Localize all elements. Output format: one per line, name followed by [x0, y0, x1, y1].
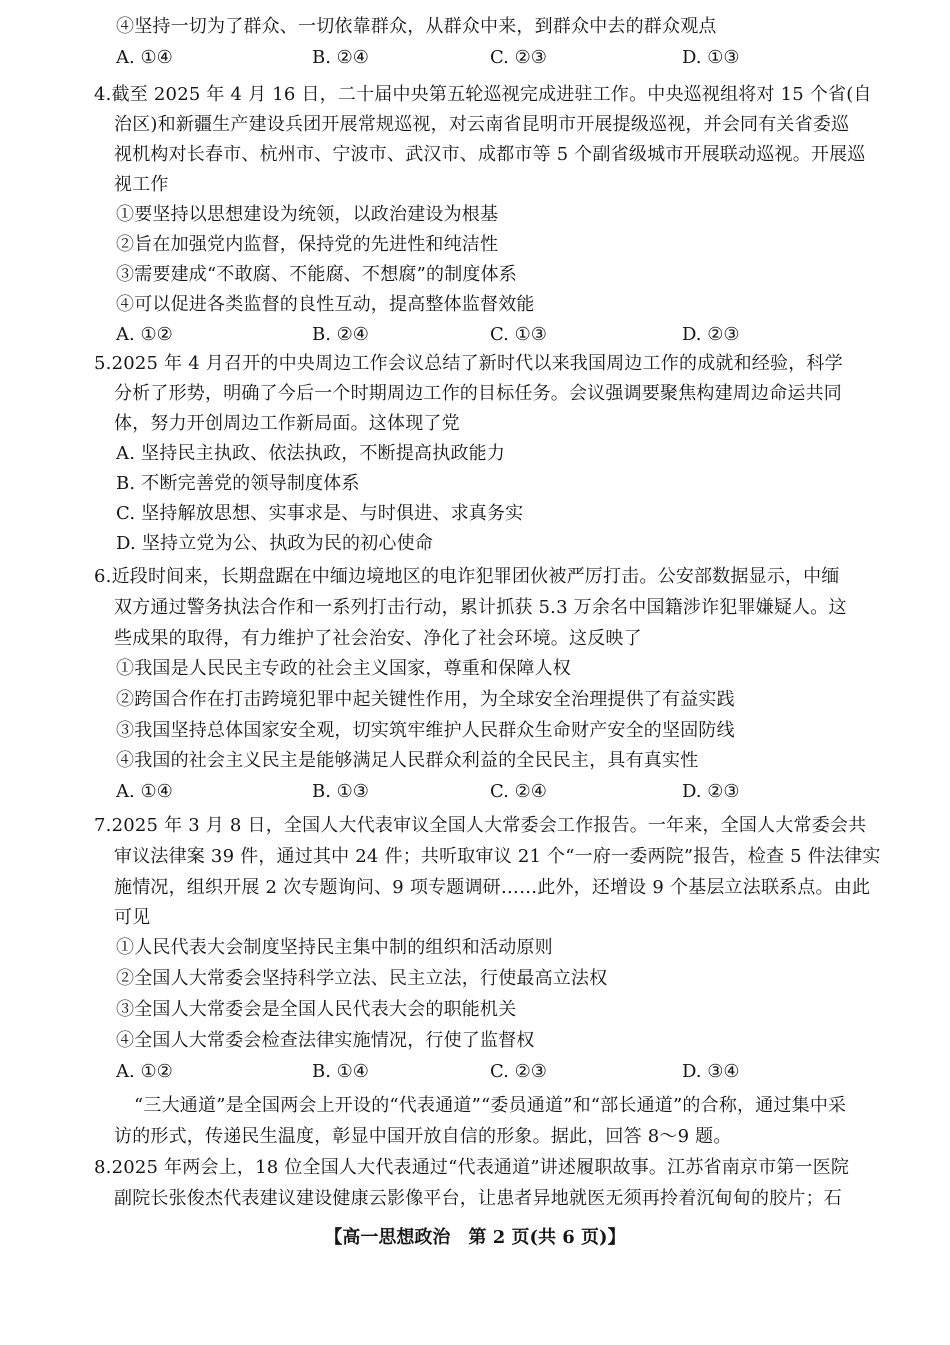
q7-stem-line-1: 7.2025 年 3 月 8 日，全国人大代表审议全国人大常委会工作报告。一年来，全国人大常委会共	[94, 815, 867, 836]
q3-option-4: ④坚持一切为了群众、一切依靠群众，从群众中来，到群众中去的群众观点	[116, 16, 717, 37]
q3-choice-b: B. ②④	[312, 47, 369, 68]
q7-option-1: ①人民代表大会制度坚持民主集中制的组织和活动原则	[116, 937, 553, 958]
q7-stem-line-4: 可见	[114, 907, 151, 928]
q6-stem-line-3: 些成果的取得，有力维护了社会治安、净化了社会环境。这反映了	[114, 628, 642, 649]
q7-option-2: ②全国人大常委会坚持科学立法、民主立法，行使最高立法权	[116, 968, 608, 989]
q6-stem-line-1: 6.近段时间来，长期盘踞在中缅边境地区的电诈犯罪团伙被严厉打击。公安部数据显示，中缅	[94, 566, 840, 587]
q4-stem-line-3: 视机构对长春市、杭州市、宁波市、武汉市、成都市等 5 个副省级城市开展联动巡视。开展巡	[114, 144, 866, 165]
q7-stem-line-2: 审议法律案 39 件，通过其中 24 件；共听取审议 21 个“一府一委两院”报告，检查 5 件法律实	[114, 846, 881, 867]
q6-option-2: ②跨国合作在打击跨境犯罪中起关键性作用，为全球安全治理提供了有益实践	[116, 689, 735, 710]
q4-option-3: ③需要建成“不敢腐、不能腐、不想腐”的制度体系	[116, 264, 518, 285]
page-footer: 【高一思想政治 第 2 页(共 6 页)】	[324, 1227, 626, 1248]
q3-choice-d: D. ①③	[682, 47, 740, 68]
q3-choice-a: A. ①④	[116, 47, 173, 68]
q7-option-3: ③全国人大常委会是全国人民代表大会的职能机关	[116, 999, 517, 1020]
q6-choice-b: B. ①③	[312, 781, 369, 802]
q5-option-d: D. 坚持立党为公、执政为民的初心使命	[116, 533, 434, 554]
q5-option-c: C. 坚持解放思想、实事求是、与时俱进、求真务实	[116, 503, 524, 524]
q5-stem-line-2: 分析了形势，明确了今后一个时期周边工作的目标任务。会议强调要聚焦构建周边命运共同	[114, 383, 842, 404]
q6-option-3: ③我国坚持总体国家安全观，切实筑牢维护人民群众生命财产安全的坚固防线	[116, 720, 735, 741]
q4-option-2: ②旨在加强党内监督，保持党的先进性和纯洁性	[116, 234, 499, 255]
passage-line-2: 访的形式，传递民生温度，彰显中国开放自信的形象。据此，回答 8～9 题。	[114, 1126, 732, 1147]
q7-choice-b: B. ①④	[312, 1061, 369, 1082]
q6-answer-choices	[0, 780, 950, 804]
q4-stem-line-2: 治区)和新疆生产建设兵团开展常规巡视，对云南省昆明市开展提级巡视，并会同有关省委巡	[114, 114, 850, 135]
q5-option-b: B. 不断完善党的领导制度体系	[116, 473, 360, 494]
q8-stem-line-1: 8.2025 年两会上，18 位全国人大代表通过“代表通道”讲述履职故事。江苏省南京市第一医院	[94, 1157, 850, 1178]
q3-choice-c: C. ②③	[490, 47, 547, 68]
q4-choice-d: D. ②③	[682, 324, 740, 345]
q6-option-4: ④我国的社会主义民主是能够满足人民群众利益的全民民主，具有真实性	[116, 750, 699, 771]
q4-choice-b: B. ②④	[312, 324, 369, 345]
q6-choice-a: A. ①④	[116, 781, 173, 802]
q6-option-1: ①我国是人民民主专政的社会主义国家，尊重和保障人权	[116, 658, 571, 679]
passage-line-1: “三大通道”是全国两会上开设的“代表通道”“委员通道”和“部长通道”的合称，通过集中采	[134, 1095, 847, 1116]
q4-choice-a: A. ①②	[116, 324, 173, 345]
q5-stem-line-1: 5.2025 年 4 月召开的中央周边工作会议总结了新时代以来我国周边工作的成就和经验，科学	[94, 353, 843, 374]
q7-answer-choices	[0, 1060, 950, 1084]
q6-choice-d: D. ②③	[682, 781, 740, 802]
q4-answer-choices	[0, 323, 950, 347]
q7-choice-d: D. ③④	[682, 1061, 740, 1082]
q7-choice-c: C. ②③	[490, 1061, 547, 1082]
q7-choice-a: A. ①②	[116, 1061, 173, 1082]
q4-choice-c: C. ①③	[490, 324, 547, 345]
q4-stem-line-1: 4.截至 2025 年 4 月 16 日，二十届中央第五轮巡视完成进驻工作。中央巡视组将对 15 个省(自	[94, 84, 872, 105]
q4-stem-line-4: 视工作	[114, 174, 169, 195]
q5-option-a: A. 坚持民主执政、依法执政，不断提高执政能力	[116, 443, 506, 464]
q7-stem-line-3: 施情况，组织开展 2 次专题询问、9 项专题调研……此外，还增设 9 个基层立法联系点。由此	[114, 877, 871, 898]
q7-option-4: ④全国人大常委会检查法律实施情况，行使了监督权	[116, 1030, 535, 1051]
q6-stem-line-2: 双方通过警务执法合作和一系列打击行动，累计抓获 5.3 万余名中国籍涉诈犯罪嫌疑人。这	[114, 597, 847, 618]
q4-option-1: ①要坚持以思想建设为统领，以政治建设为根基	[116, 204, 499, 225]
q8-stem-line-2: 副院长张俊杰代表建议建设健康云影像平台，让患者异地就医无须再拎着沉甸甸的胶片；石	[114, 1188, 842, 1209]
q5-stem-line-3: 体，努力开创周边工作新局面。这体现了党	[114, 413, 460, 434]
q3-answer-choices	[0, 46, 950, 70]
q6-choice-c: C. ②④	[490, 781, 547, 802]
q4-option-4: ④可以促进各类监督的良性互动，提高整体监督效能	[116, 294, 535, 315]
